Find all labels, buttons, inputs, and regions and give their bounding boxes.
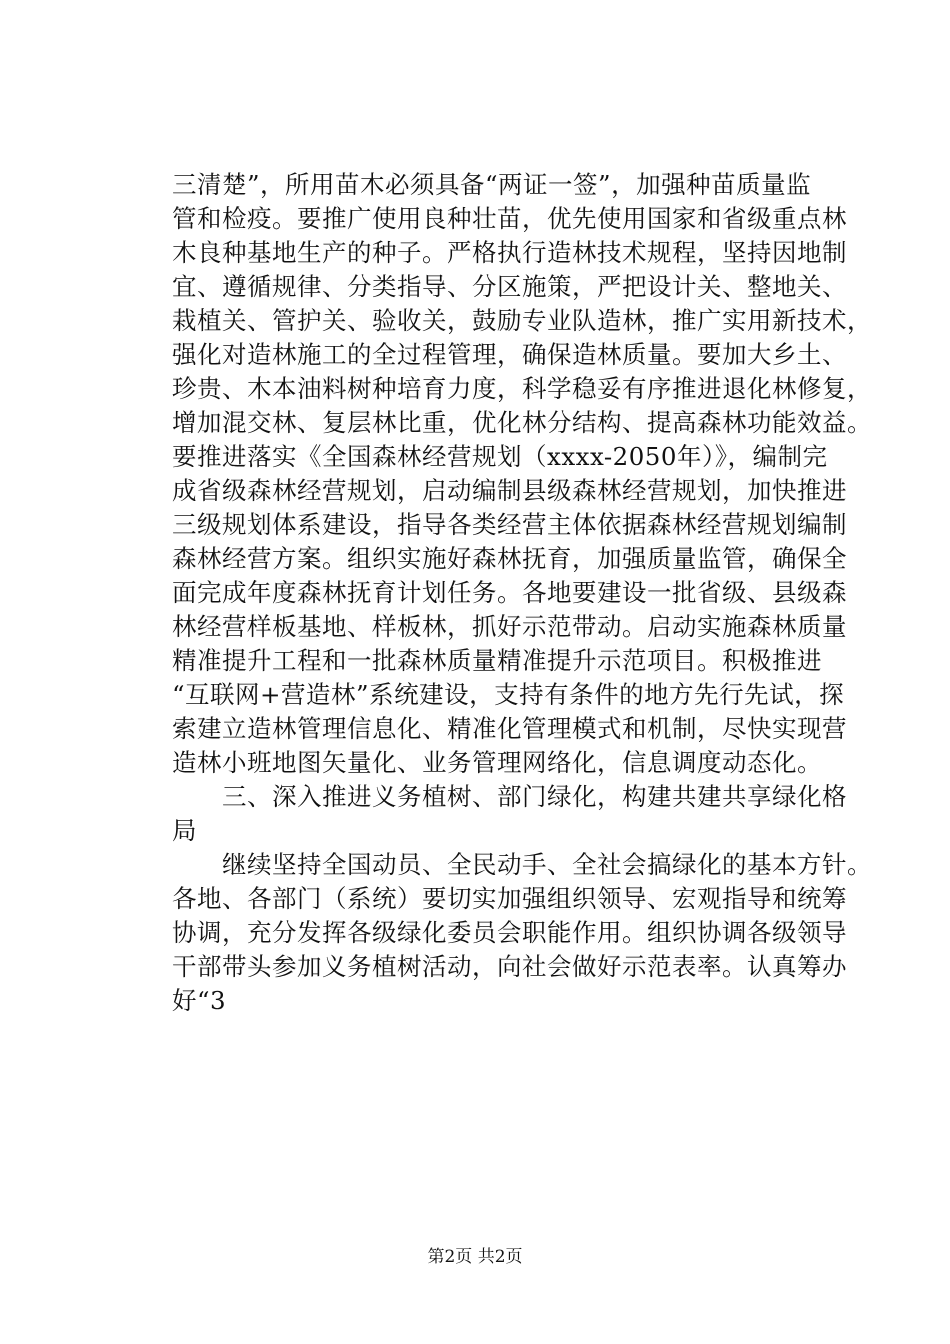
text-line: 好“3 [172, 986, 227, 1015]
text-line: 增加混交林、复层林比重，优化林分结构、提高森林功能效益。 [172, 408, 872, 437]
text-line: 继续坚持全国动员、全民动手、全社会搞绿化的基本方针。 [172, 850, 872, 879]
text-line: 索建立造林管理信息化、精准化管理模式和机制，尽快实现营 [172, 714, 847, 743]
text-line: 宜、遵循规律、分类指导、分区施策，严把设计关、整地关、 [172, 272, 847, 301]
text-line: 木良种基地生产的种子。严格执行造林技术规程，坚持因地制 [172, 238, 847, 267]
text-line: 栽植关、管护关、验收关，鼓励专业队造林，推广实用新技术， [172, 306, 872, 335]
document-body [172, 168, 872, 1018]
text-line: “互联网+营造林”系统建设，支持有条件的地方先行先试，探 [172, 680, 845, 709]
text-line: 各地、各部门（系统）要切实加强组织领导、宏观指导和统筹 [172, 884, 847, 913]
section-heading-line: 局 [172, 816, 197, 845]
text-line: 面完成年度森林抚育计划任务。各地要建设一批省级、县级森 [172, 578, 847, 607]
page-number-footer: 第2页 共2页 [427, 1247, 523, 1267]
text-line: 三级规划体系建设，指导各类经营主体依据森林经营规划编制 [172, 510, 847, 539]
text-line: 强化对造林施工的全过程管理，确保造林质量。要加大乡土、 [172, 340, 847, 369]
text-line: 要推进落实《全国森林经营规划（xxxx-2050年）》，编制完 [172, 442, 828, 471]
text-line: 造林小班地图矢量化、业务管理网络化，信息调度动态化。 [172, 748, 822, 777]
text-line: 干部带头参加义务植树活动，向社会做好示范表率。认真筹办 [172, 952, 847, 981]
text-line: 协调，充分发挥各级绿化委员会职能作用。组织协调各级领导 [172, 918, 847, 947]
text-line: 管和检疫。要推广使用良种壮苗，优先使用国家和省级重点林 [172, 204, 847, 233]
text-line: 林经营样板基地、样板林，抓好示范带动。启动实施森林质量 [172, 612, 847, 641]
text-line: 森林经营方案。组织实施好森林抚育，加强质量监管，确保全 [172, 544, 847, 573]
text-line: 三清楚”，所用苗木必须具备“两证一签”，加强种苗质量监 [172, 170, 812, 199]
text-line: 成省级森林经营规划，启动编制县级森林经营规划，加快推进 [172, 476, 847, 505]
text-line: 珍贵、木本油料树种培育力度，科学稳妥有序推进退化林修复， [172, 374, 872, 403]
section-heading-line: 三、深入推进义务植树、部门绿化，构建共建共享绿化格 [172, 782, 847, 811]
text-line: 精准提升工程和一批森林质量精准提升示范项目。积极推进 [172, 646, 822, 675]
